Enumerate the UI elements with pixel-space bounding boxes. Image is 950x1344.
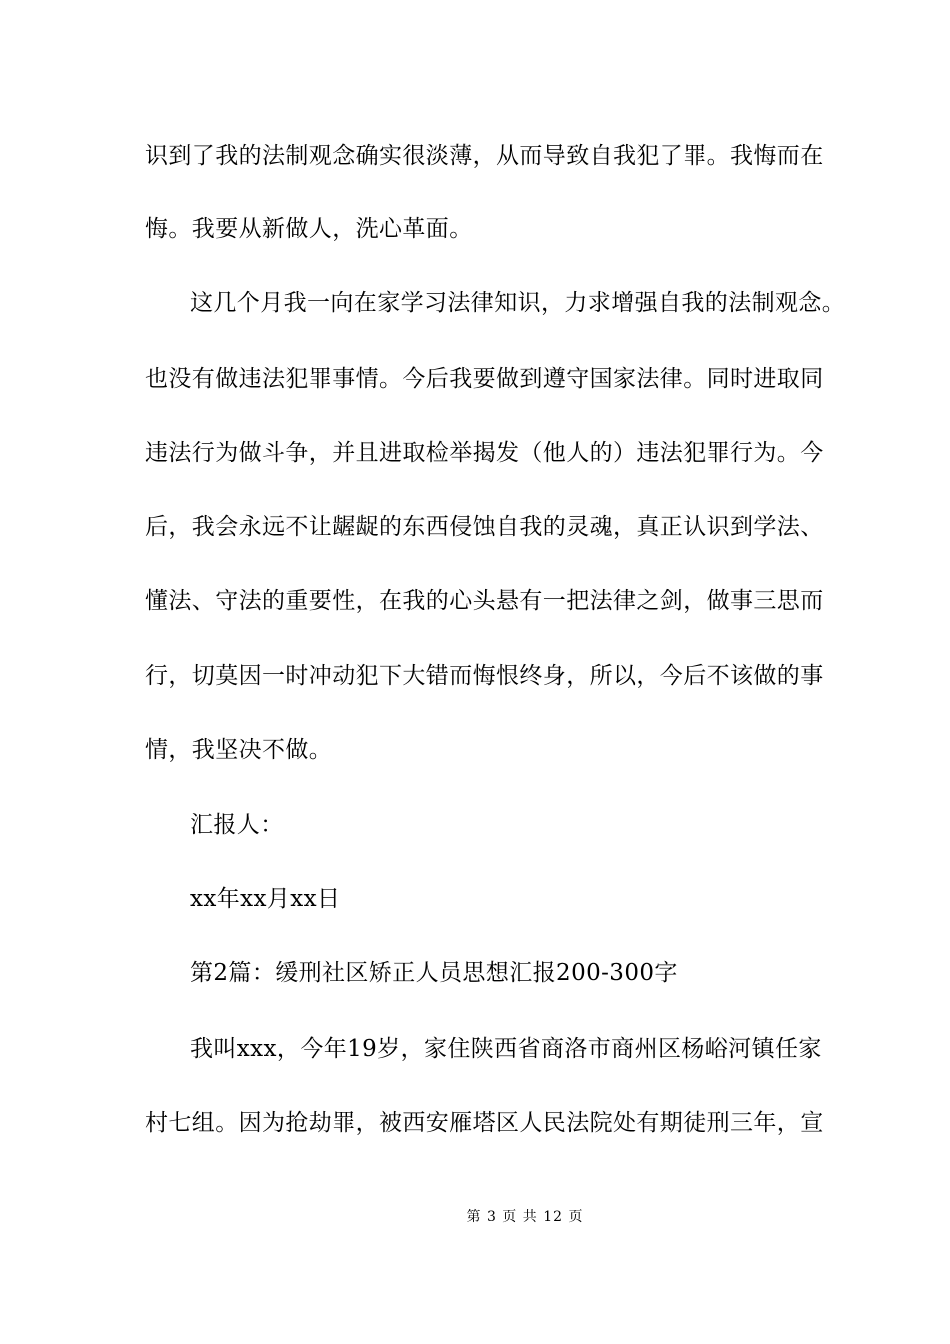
text-line: 悔。我要从新做人，洗心革面。 bbox=[145, 216, 473, 242]
paragraph-start: 我叫xxx，今年19岁，家住陕西省商洛市商州区杨峪河镇任家 bbox=[190, 1036, 822, 1062]
page-number-footer: 第 3 页 共 12 页 bbox=[466, 1209, 584, 1225]
section-heading: 第2篇：缓刑社区矫正人员思想汇报200-300字 bbox=[190, 960, 678, 986]
text-line: 村七组。因为抢劫罪，被西安雁塔区人民法院处有期徒刑三年，宣 bbox=[145, 1110, 824, 1136]
text-line: 后，我会永远不让龌龊的东西侵蚀自我的灵魂，真正认识到学法、 bbox=[145, 514, 824, 540]
text-line: 也没有做违法犯罪事情。今后我要做到遵守国家法律。同时进取同 bbox=[145, 366, 824, 392]
paragraph-start: 这几个月我一向在家学习法律知识，力求增强自我的法制观念。 bbox=[190, 290, 846, 316]
text-line: 懂法、守法的重要性，在我的心头悬有一把法律之剑，做事三思而 bbox=[145, 588, 824, 614]
text-line: 违法行为做斗争，并且进取检举揭发（他人的）违法犯罪行为。今 bbox=[145, 440, 824, 466]
report-date: xx年xx月xx日 bbox=[190, 886, 341, 912]
text-line: 行，切莫因一时冲动犯下大错而悔恨终身，所以，今后不该做的事 bbox=[145, 663, 824, 689]
text-line: 情，我坚决不做。 bbox=[145, 737, 333, 763]
text-line: 识到了我的法制观念确实很淡薄，从而导致自我犯了罪。我悔而在 bbox=[145, 143, 824, 169]
reporter-label: 汇报人： bbox=[190, 812, 284, 838]
